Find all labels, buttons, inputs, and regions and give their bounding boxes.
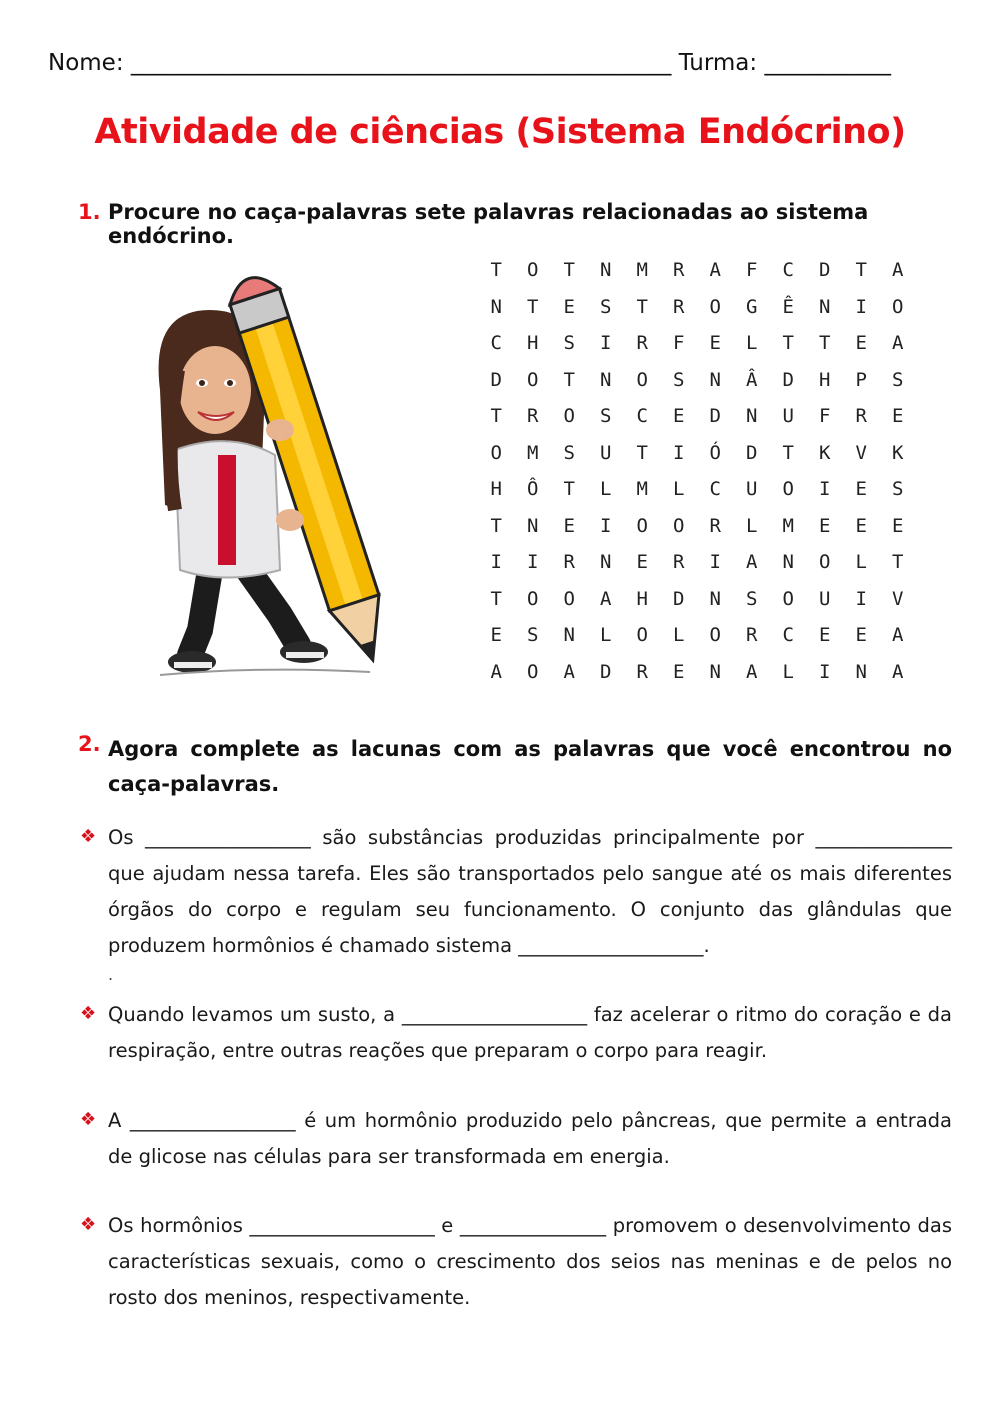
- word-search-row: [478, 256, 916, 293]
- word-search-letter[interactable]: C: [782, 624, 794, 646]
- diamond-bullet-icon: ❖: [80, 1003, 97, 1024]
- word-search-letter[interactable]: A: [892, 660, 904, 683]
- word-search-letter[interactable]: S: [892, 478, 904, 500]
- word-search-letter[interactable]: Ê: [782, 295, 794, 318]
- diamond-bullet-icon: ❖: [80, 1109, 97, 1130]
- word-search-letter[interactable]: K: [892, 441, 904, 464]
- word-search-letter[interactable]: M: [782, 514, 794, 537]
- word-search-letter[interactable]: O: [527, 259, 539, 281]
- word-search-letter[interactable]: A: [563, 660, 575, 683]
- word-search-letter[interactable]: N: [709, 660, 721, 683]
- word-search-letter[interactable]: I: [527, 551, 539, 573]
- word-search-letter[interactable]: M: [527, 441, 539, 464]
- word-search-letter[interactable]: N: [490, 295, 502, 318]
- word-search-letter[interactable]: H: [636, 587, 648, 610]
- word-search-letter[interactable]: S: [600, 405, 612, 427]
- word-search-letter[interactable]: O: [892, 295, 904, 318]
- word-search-letter[interactable]: N: [600, 551, 612, 573]
- word-search-letter[interactable]: Ó: [709, 441, 721, 464]
- question-2-text: Agora complete as lacunas com as palavras que você encontrou no caça-palavras.: [108, 737, 952, 796]
- diamond-bullet-icon: ❖: [80, 1214, 97, 1235]
- word-search-letter[interactable]: F: [746, 259, 758, 281]
- word-search-letter[interactable]: T: [490, 405, 502, 427]
- word-search-letter[interactable]: T: [892, 551, 904, 573]
- word-search-letter[interactable]: U: [819, 587, 831, 610]
- word-search-letter[interactable]: H: [819, 368, 831, 391]
- word-search-letter[interactable]: S: [563, 441, 575, 464]
- word-search-row: [478, 585, 916, 622]
- word-search-letter[interactable]: S: [563, 332, 575, 354]
- word-search-letter[interactable]: M: [636, 259, 648, 281]
- girl-with-pencil-illustration: [130, 270, 390, 690]
- word-search-letter[interactable]: R: [527, 405, 539, 427]
- word-search-letter[interactable]: L: [782, 660, 794, 683]
- word-search-letter[interactable]: O: [782, 478, 794, 500]
- word-search-letter[interactable]: T: [636, 441, 648, 464]
- word-search-letter[interactable]: L: [673, 478, 685, 500]
- word-search-letter[interactable]: T: [490, 514, 502, 537]
- word-search-row: [478, 366, 916, 403]
- word-search-letter[interactable]: E: [819, 624, 831, 646]
- word-search-letter[interactable]: R: [636, 332, 648, 354]
- word-search-letter[interactable]: S: [892, 368, 904, 391]
- word-search-letter[interactable]: N: [563, 624, 575, 646]
- word-search-letter[interactable]: U: [782, 405, 794, 427]
- word-search-letter[interactable]: T: [563, 368, 575, 391]
- word-search-letter[interactable]: I: [819, 478, 831, 500]
- word-search-letter[interactable]: N: [527, 514, 539, 537]
- word-search-letter[interactable]: C: [490, 332, 502, 354]
- word-search-letter[interactable]: T: [490, 259, 502, 281]
- word-search-letter[interactable]: D: [782, 368, 794, 391]
- word-search-letter[interactable]: O: [782, 587, 794, 610]
- word-search-letter[interactable]: A: [709, 259, 721, 281]
- word-search-letter[interactable]: R: [636, 660, 648, 683]
- word-search-letter[interactable]: K: [819, 441, 831, 464]
- word-search-letter[interactable]: E: [490, 624, 502, 646]
- word-search-letter[interactable]: N: [782, 551, 794, 573]
- word-search-letter[interactable]: D: [819, 259, 831, 281]
- word-search-letter[interactable]: Ô: [527, 478, 539, 500]
- word-search-letter[interactable]: A: [600, 587, 612, 610]
- word-search-letter[interactable]: L: [746, 514, 758, 537]
- word-search-letter[interactable]: S: [600, 295, 612, 318]
- word-search-letter[interactable]: C: [709, 478, 721, 500]
- word-search-letter[interactable]: E: [563, 514, 575, 537]
- word-search-letter[interactable]: A: [490, 660, 502, 683]
- word-search-letter[interactable]: I: [819, 660, 831, 683]
- word-search-letter[interactable]: T: [563, 478, 575, 500]
- word-search-row: [478, 402, 916, 439]
- word-search-letter[interactable]: Â: [746, 368, 758, 391]
- word-search-letter[interactable]: O: [563, 587, 575, 610]
- word-search-letter[interactable]: E: [855, 332, 867, 354]
- page-title: Atividade de ciências (Sistema Endócrino): [94, 112, 906, 152]
- word-search-letter[interactable]: S: [673, 368, 685, 391]
- word-search-letter[interactable]: N: [746, 405, 758, 427]
- word-search-letter[interactable]: N: [600, 259, 612, 281]
- word-search-grid[interactable]: [478, 256, 916, 694]
- word-search-letter[interactable]: D: [673, 587, 685, 610]
- word-search-letter[interactable]: O: [636, 624, 648, 646]
- word-search-letter[interactable]: L: [855, 551, 867, 573]
- word-search-letter[interactable]: P: [855, 368, 867, 391]
- question-1-text: Procure no caça-palavras sete palavras relacionadas ao sistema endócrino.: [108, 200, 869, 248]
- word-search-letter[interactable]: A: [892, 259, 904, 281]
- word-search-letter[interactable]: E: [563, 295, 575, 318]
- stray-dot: .: [108, 965, 114, 984]
- word-search-letter[interactable]: E: [892, 514, 904, 537]
- word-search-row: [478, 512, 916, 549]
- fill-in-paragraph[interactable]: Quando levamos um susto, a ___________________ faz acelerar o ritmo do coração e da respiração, entre outras reações que preparam o corpo para reagir.: [108, 1003, 952, 1062]
- word-search-letter[interactable]: I: [600, 332, 612, 354]
- word-search-letter[interactable]: O: [563, 405, 575, 427]
- word-search-letter[interactable]: E: [892, 405, 904, 427]
- word-search-letter[interactable]: H: [527, 332, 539, 354]
- word-search-letter[interactable]: N: [855, 660, 867, 683]
- word-search-row: [478, 439, 916, 476]
- fill-in-paragraph[interactable]: Os _________________ são substâncias produzidas principalmente por ______________ que ajudam nessa tarefa. Eles são transportados pelo sangue até os mais diferentes órgãos do corpo e regulam seu funcionamento. O conjunto das glândulas que produzem hormônios é chamado sistema ___________________.: [108, 826, 952, 957]
- word-search-letter[interactable]: O: [673, 514, 685, 537]
- word-search-letter[interactable]: O: [636, 368, 648, 391]
- diamond-bullet-icon: ❖: [80, 826, 97, 847]
- word-search-letter[interactable]: I: [600, 514, 612, 537]
- word-search-letter[interactable]: R: [709, 514, 721, 537]
- word-search-row: [478, 621, 916, 658]
- word-search-row: [478, 329, 916, 366]
- word-search-letter[interactable]: O: [527, 368, 539, 391]
- word-search-letter[interactable]: N: [600, 368, 612, 391]
- fill-in-paragraph[interactable]: A _________________ é um hormônio produzido pelo pâncreas, que permite a entrada de glicose nas células para ser transformada em energia.: [108, 1109, 952, 1168]
- word-search-letter[interactable]: T: [819, 332, 831, 354]
- word-search-letter[interactable]: H: [490, 478, 502, 500]
- word-search-letter[interactable]: N: [709, 368, 721, 391]
- word-search-letter[interactable]: F: [673, 332, 685, 354]
- word-search-letter[interactable]: E: [673, 405, 685, 427]
- word-search-letter[interactable]: E: [855, 478, 867, 500]
- word-search-letter[interactable]: L: [673, 624, 685, 646]
- word-search-letter[interactable]: D: [490, 368, 502, 391]
- student-info-line: [48, 50, 891, 76]
- word-search-letter[interactable]: T: [782, 441, 794, 464]
- word-search-letter[interactable]: V: [892, 587, 904, 610]
- word-search-letter[interactable]: R: [746, 624, 758, 646]
- word-search-row: [478, 548, 916, 585]
- word-search-letter[interactable]: T: [636, 295, 648, 318]
- word-search-letter[interactable]: A: [892, 332, 904, 354]
- word-search-letter[interactable]: O: [527, 660, 539, 683]
- question-1-number: 1.: [78, 200, 101, 224]
- word-search-letter[interactable]: D: [746, 441, 758, 464]
- word-search-letter[interactable]: F: [819, 405, 831, 427]
- word-search-letter[interactable]: R: [673, 551, 685, 573]
- word-search-letter[interactable]: I: [673, 441, 685, 464]
- question-2-number: 2.: [78, 732, 101, 756]
- word-search-letter[interactable]: R: [855, 405, 867, 427]
- word-search-letter[interactable]: D: [600, 660, 612, 683]
- word-search-letter[interactable]: N: [819, 295, 831, 318]
- word-search-letter[interactable]: I: [855, 295, 867, 318]
- word-search-row: [478, 658, 916, 695]
- word-search-row: [478, 475, 916, 512]
- word-search-letter[interactable]: V: [855, 441, 867, 464]
- word-search-letter[interactable]: M: [636, 478, 648, 500]
- word-search-letter[interactable]: S: [527, 624, 539, 646]
- word-search-letter[interactable]: T: [490, 587, 502, 610]
- nome-label: Nome:: [48, 50, 131, 76]
- word-search-letter[interactable]: T: [782, 332, 794, 354]
- word-search-letter[interactable]: O: [527, 587, 539, 610]
- word-search-letter[interactable]: O: [709, 624, 721, 646]
- fill-in-paragraph[interactable]: Os hormônios ___________________ e _______________ promovem o desenvolvimento das características sexuais, como o crescimento dos seios nas meninas e de pelos no rosto dos meninos, respectivamente.: [108, 1214, 952, 1309]
- word-search-letter[interactable]: T: [855, 259, 867, 281]
- word-search-letter[interactable]: I: [709, 551, 721, 573]
- word-search-letter[interactable]: R: [673, 259, 685, 281]
- word-search-letter[interactable]: C: [636, 405, 648, 427]
- turma-label: Turma:: [678, 50, 765, 76]
- word-search-letter[interactable]: D: [709, 405, 721, 427]
- word-search-letter[interactable]: G: [746, 295, 758, 318]
- word-search-letter[interactable]: A: [746, 660, 758, 683]
- word-search-letter[interactable]: E: [673, 660, 685, 683]
- word-search-letter[interactable]: I: [855, 587, 867, 610]
- word-search-letter[interactable]: L: [600, 478, 612, 500]
- word-search-letter[interactable]: O: [636, 514, 648, 537]
- word-search-letter[interactable]: T: [563, 259, 575, 281]
- word-search-letter[interactable]: R: [563, 551, 575, 573]
- turma-field[interactable]: ___________: [764, 50, 891, 76]
- word-search-letter[interactable]: O: [709, 295, 721, 318]
- word-search-letter[interactable]: O: [490, 441, 502, 464]
- word-search-letter[interactable]: A: [892, 624, 904, 646]
- word-search-letter[interactable]: L: [600, 624, 612, 646]
- word-search-letter[interactable]: E: [709, 332, 721, 354]
- word-search-letter[interactable]: L: [746, 332, 758, 354]
- word-search-letter[interactable]: I: [490, 551, 502, 573]
- word-search-letter[interactable]: O: [819, 551, 831, 573]
- word-search-letter[interactable]: T: [527, 295, 539, 318]
- word-search-letter[interactable]: E: [855, 514, 867, 537]
- nome-field[interactable]: _______________________________________________: [130, 50, 672, 76]
- word-search-letter[interactable]: R: [673, 295, 685, 318]
- word-search-letter[interactable]: U: [746, 478, 758, 500]
- word-search-letter[interactable]: E: [636, 551, 648, 573]
- word-search-letter[interactable]: N: [709, 587, 721, 610]
- word-search-row: [478, 293, 916, 330]
- word-search-letter[interactable]: S: [746, 587, 758, 610]
- word-search-letter[interactable]: E: [819, 514, 831, 537]
- word-search-letter[interactable]: A: [746, 551, 758, 573]
- word-search-letter[interactable]: E: [855, 624, 867, 646]
- word-search-letter[interactable]: C: [782, 259, 794, 281]
- word-search-letter[interactable]: U: [600, 441, 612, 464]
